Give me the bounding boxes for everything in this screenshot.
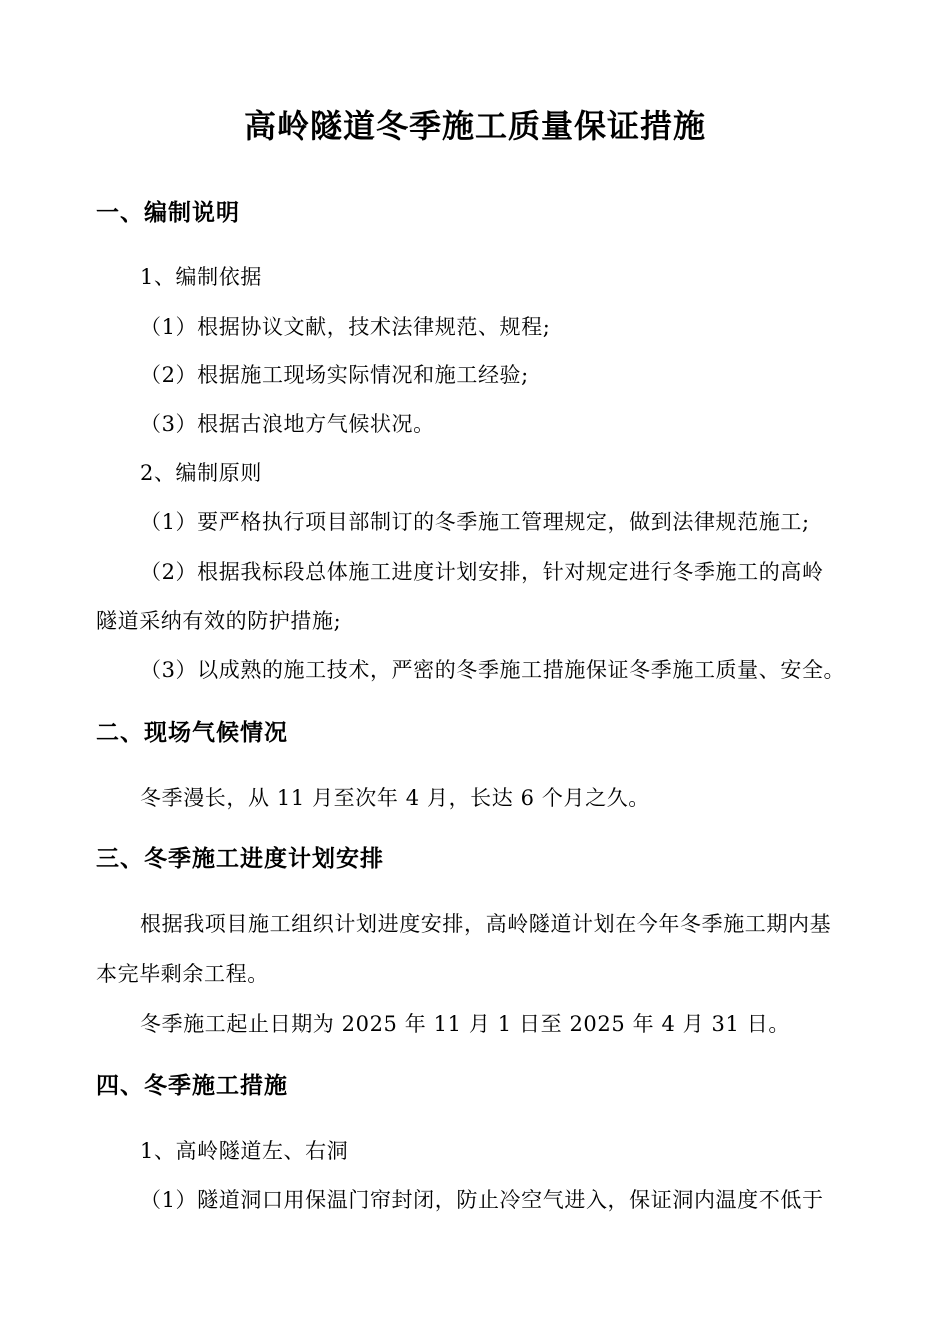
- paragraph-line: （1）根据协议文献，技术法律规范、规程;: [140, 315, 551, 339]
- paragraph-line: 隧道采纳有效的防护措施;: [96, 609, 342, 633]
- section-heading: 三、冬季施工进度计划安排: [96, 845, 384, 872]
- paragraph-line: 2、编制原则: [140, 461, 262, 485]
- paragraph-line: 冬季施工起止日期为 2025 年 11 月 1 日至 2025 年 4 月 31 日。: [140, 1012, 790, 1036]
- paragraph-line: （3）根据古浪地方气候状况。: [140, 412, 435, 436]
- document-title: 高岭隧道冬季施工质量保证措施: [243, 107, 706, 145]
- paragraph-line: （3）以成熟的施工技术，严密的冬季施工措施保证冬季施工质量、安全。: [140, 658, 846, 682]
- paragraph-line: （2）根据施工现场实际情况和施工经验;: [140, 363, 529, 387]
- section-heading: 一、编制说明: [96, 199, 240, 226]
- paragraph-line: （2）根据我标段总体施工进度计划安排，针对规定进行冬季施工的高岭: [140, 560, 824, 584]
- paragraph-line: 冬季漫长，从 11 月至次年 4 月，长达 6 个月之久。: [140, 786, 650, 810]
- paragraph-line: 根据我项目施工组织计划进度安排，高岭隧道计划在今年冬季施工期内基: [140, 912, 832, 936]
- paragraph-line: 1、高岭隧道左、右洞: [140, 1139, 349, 1163]
- paragraph-line: 1、编制依据: [140, 265, 262, 289]
- section-heading: 二、现场气候情况: [96, 719, 288, 746]
- paragraph-line: 本完毕剩余工程。: [96, 962, 269, 986]
- paragraph-line: （1）隧道洞口用保温门帘封闭，防止冷空气进入，保证洞内温度不低于: [140, 1188, 824, 1212]
- paragraph-line: （1）要严格执行项目部制订的冬季施工管理规定，做到法律规范施工;: [140, 510, 810, 534]
- section-heading: 四、冬季施工措施: [96, 1072, 288, 1099]
